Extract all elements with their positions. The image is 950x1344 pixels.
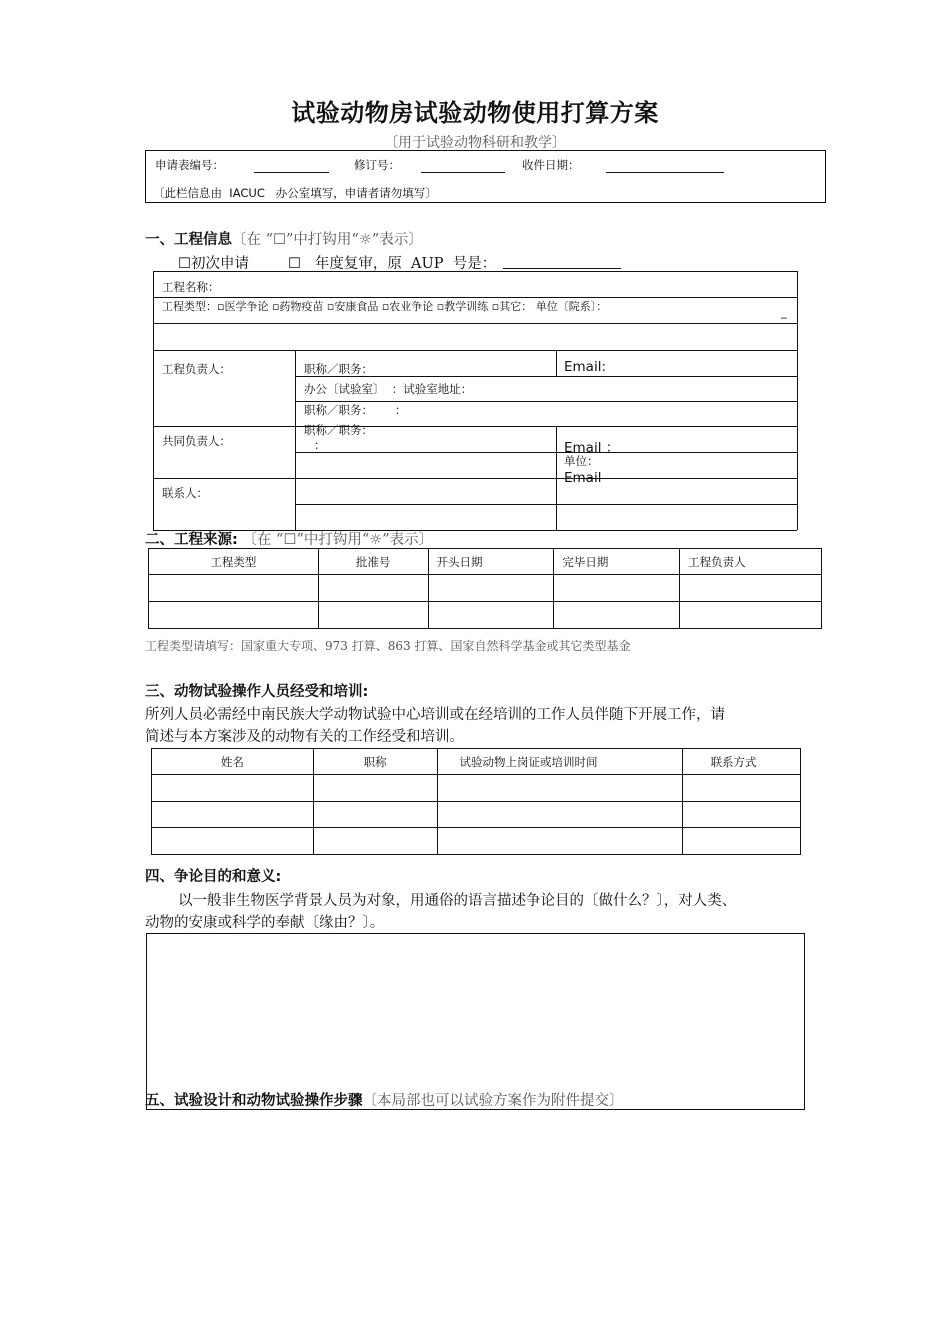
table-border [153, 478, 797, 479]
application-number-field[interactable] [254, 158, 329, 173]
column-header: 姓名 [152, 749, 314, 775]
office-lab-address: 办公〔试验室〕 ：试验室地址： [304, 382, 473, 396]
table-cell[interactable] [152, 775, 314, 802]
table-cell[interactable] [313, 828, 437, 855]
table-cell[interactable] [318, 575, 428, 602]
section2-hint: 〔在 “☐”中打钩用“☼”表示〕 [242, 532, 434, 548]
table-cell[interactable] [683, 775, 801, 802]
table-cell[interactable] [554, 575, 680, 602]
revision-number-label: 修订号： [354, 158, 400, 172]
received-date-field[interactable] [606, 158, 724, 173]
table-border [153, 323, 797, 324]
table-cell[interactable] [683, 828, 801, 855]
aup-number-field[interactable] [503, 253, 621, 269]
project-source-table [148, 548, 822, 629]
table-border [295, 504, 797, 505]
research-purpose-textarea[interactable] [146, 933, 805, 1110]
column-header: 工程类型 [149, 549, 319, 575]
section5-header [145, 1089, 624, 1110]
table-border [153, 271, 797, 272]
column-header: 联系方式 [683, 749, 801, 775]
table-border [153, 271, 154, 530]
table-cell[interactable] [152, 802, 314, 828]
project-name-label: 工程名称： [162, 280, 220, 294]
leader-title-duty: 职称／职务： [304, 362, 373, 376]
co-leader-email: Email ： [564, 440, 620, 456]
co-leader-colon: ： [314, 438, 326, 452]
table-cell[interactable] [680, 575, 822, 602]
table-border [153, 350, 797, 351]
table-cell[interactable] [318, 602, 428, 629]
received-date-label: 收件日期： [522, 158, 580, 172]
co-leader-label: 共同负责人： [162, 434, 231, 448]
column-header: 工程负责人 [680, 549, 822, 575]
page-subtitle: 〔用于试验动物科研和教学〕 [384, 135, 566, 151]
section1-header [145, 228, 423, 249]
revision-number-field[interactable] [421, 158, 505, 173]
section4-desc-2: 动物的安康或科学的奉献〔缘由？〕。 [145, 915, 385, 931]
table-cell[interactable] [152, 828, 314, 855]
project-leader-label: 工程负责人： [162, 362, 231, 376]
co-leader-title-duty: 职称／职务： [304, 423, 373, 437]
office-note: 〔此栏信息由 IACUC 办公室填写，申请者请勿填写〕 [153, 186, 437, 200]
co-leader-email-2: Email [564, 470, 602, 486]
section4-desc-1: 以一般非生物医学背景人员为对象，用通俗的语言描述争论目的〔做什么？〕，对人类、 [178, 893, 737, 909]
section2-heading: 二、工程来源: [145, 532, 238, 548]
table-cell[interactable] [428, 602, 554, 629]
column-header: 批准号 [318, 549, 428, 575]
table-border [295, 350, 296, 530]
first-application-checkbox[interactable]: ☐初次申请 [178, 256, 249, 272]
personnel-table [151, 748, 801, 855]
table-border [797, 271, 798, 530]
table-cell[interactable] [149, 602, 319, 629]
unit-field-dash: _ [781, 305, 787, 319]
table-cell[interactable] [437, 802, 683, 828]
table-cell[interactable] [313, 802, 437, 828]
section5-heading: 五、试验设计和动物试验操作步骤 [145, 1093, 363, 1109]
section1-heading: 一、工程信息 [145, 232, 232, 248]
page-title: 试验动物房试验动物使用打算方案 [291, 99, 659, 127]
table-cell[interactable] [554, 602, 680, 629]
section3-desc-1: 所列人员必需经中南民族大学动物试验中心培训或在经培训的工作人员伴随下开展工作，请 [145, 707, 725, 723]
leader-email: Email: [564, 359, 607, 375]
project-type-options[interactable]: 工程类型：▫医学争论 ▫药物疫苗 ▫安康食品 ▫农业争论 ▫教学训练 ▫其它： 单位〔院系〕： [162, 300, 608, 313]
column-header: 职称 [313, 749, 437, 775]
column-header: 试验动物上岗证或培训时间 [437, 749, 683, 775]
table-cell[interactable] [437, 775, 683, 802]
table-cell[interactable] [149, 575, 319, 602]
application-number-label: 申请表编号： [155, 158, 224, 172]
section4-heading: 四、争论目的和意义: [145, 869, 282, 885]
table-cell[interactable] [683, 802, 801, 828]
table-cell[interactable] [680, 602, 822, 629]
table-border [556, 350, 557, 376]
co-leader-unit: 单位： [564, 454, 599, 468]
section5-hint: 〔本局部也可以试验方案作为附件提交〕 [362, 1093, 624, 1109]
annual-review-checkbox[interactable]: ☐ 年度复审，原 AUP 号是： [288, 256, 497, 272]
project-type-note: 工程类型请填写：国家重大专项、973 打算、863 打算、国家自然科学基金或其它类型基金 [145, 639, 631, 653]
table-cell[interactable] [428, 575, 554, 602]
column-header: 完毕日期 [554, 549, 680, 575]
table-border [295, 452, 797, 453]
table-cell[interactable] [313, 775, 437, 802]
contact-person-label: 联系人： [162, 486, 208, 500]
section3-desc-2: 简述与本方案涉及的动物有关的工作经受和培训。 [145, 729, 464, 745]
leader-title-duty-2: 职称／职务： ： [304, 403, 407, 417]
section1-hint: 〔在 “☐”中打钩用“☼”表示〕 [232, 232, 423, 248]
section3-heading: 三、动物试验操作人员经受和培训: [145, 684, 369, 700]
table-border [153, 426, 797, 427]
table-cell[interactable] [437, 828, 683, 855]
section2-header [145, 528, 433, 549]
column-header: 开头日期 [428, 549, 554, 575]
